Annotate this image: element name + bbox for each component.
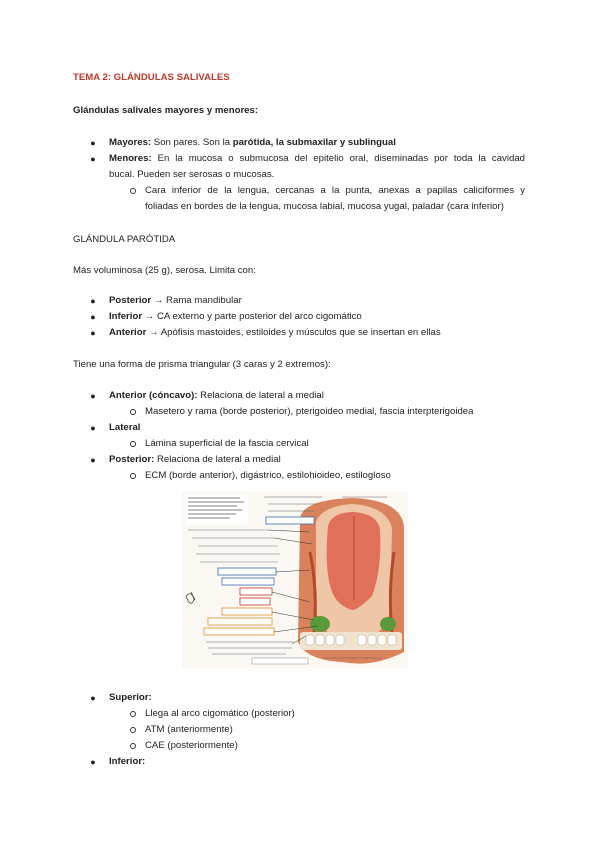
sub-list-item: Masetero y rama (borde posterior), pterigoideo medial, fascia interpterigoidea xyxy=(145,406,474,417)
document-title: TEMA 2: GLÁNDULAS SALIVALES xyxy=(73,72,230,83)
bullet-icon: ● xyxy=(90,312,96,322)
list-item-menores xyxy=(109,153,525,165)
bullet-icon: ● xyxy=(90,138,96,148)
bullet-icon: ● xyxy=(90,423,96,433)
list-item-face-lateral: Lateral xyxy=(109,422,141,433)
list-item-label: Mayores: xyxy=(109,137,152,148)
sub-list-item-line: Cara inferior de la lengua, cercanas a la punta, anexas a papilas caliciformes y xyxy=(145,185,525,196)
list-item-label: Anterior (cóncavo): xyxy=(109,390,198,401)
sub-bullet-icon xyxy=(130,473,136,479)
sub-bullet-icon xyxy=(130,743,136,749)
list-item-mayores xyxy=(109,137,396,149)
list-item-text: Relaciona de lateral a medial xyxy=(154,454,281,465)
list-item-text-continued: bucal. Pueden ser serosas o mucosas. xyxy=(109,169,275,180)
list-item-text: → Apófisis mastoides, estiloides y músculos que se insertan en ellas xyxy=(146,327,441,338)
list-item-face-posterior xyxy=(109,454,281,466)
sub-list-item-line: foliadas en bordes de la lengua, mucosa labial, mucosa yugal, paladar (cara inferior) xyxy=(145,201,504,212)
list-item-text: Son pares. Son la xyxy=(151,137,233,148)
sub-bullet-icon xyxy=(130,711,136,717)
list-item-label: Posterior xyxy=(109,295,152,306)
list-item-text: → CA externo y parte posterior del arco cigomático xyxy=(142,311,362,322)
sub-bullet-icon xyxy=(130,409,136,415)
sub-bullet-icon xyxy=(130,727,136,733)
sub-bullet-icon xyxy=(130,188,136,194)
sub-bullet-icon xyxy=(130,441,136,447)
list-item-limit-posterior xyxy=(109,295,242,307)
list-item-label: Posterior: xyxy=(109,454,155,465)
anatomy-figure xyxy=(182,492,408,668)
section-heading-mayores-menores: Glándulas salivales mayores y menores: xyxy=(73,105,259,116)
list-item-extreme-superior: Superior: xyxy=(109,692,152,703)
list-item-text: Relaciona de lateral a medial xyxy=(197,390,324,401)
list-item-label: Inferior xyxy=(109,311,143,322)
bullet-icon: ● xyxy=(90,154,96,164)
bullet-icon: ● xyxy=(90,391,96,401)
bullet-icon: ● xyxy=(90,757,96,767)
list-item-text: En la mucosa o submucosa del epitelio oral, diseminadas por toda la cavidad xyxy=(151,153,525,164)
bullet-icon: ● xyxy=(90,693,96,703)
sub-list-item: ECM (borde anterior), digástrico, estilohioideo, estilogloso xyxy=(145,470,391,481)
paragraph-parotida-intro: Más voluminosa (25 g), serosa. Limita con: xyxy=(73,265,256,276)
paragraph-prism-shape: Tiene una forma de prisma triangular (3 caras y 2 extremos): xyxy=(73,359,331,370)
list-item-limit-inferior xyxy=(109,311,362,323)
bullet-icon: ● xyxy=(90,296,96,306)
bullet-icon: ● xyxy=(90,455,96,465)
sub-list-item: CAE (posteriormente) xyxy=(145,740,238,751)
list-item-label: Menores: xyxy=(109,153,152,164)
list-item-limit-anterior xyxy=(109,327,441,339)
sub-list-item: ATM (anteriormente) xyxy=(145,724,233,735)
sub-list-item: Lámina superficial de la fascia cervical xyxy=(145,438,309,449)
bullet-icon: ● xyxy=(90,328,96,338)
section-heading-parotida: GLÁNDULA PARÓTIDA xyxy=(73,234,176,245)
list-item-face-anterior xyxy=(109,390,324,402)
list-item-text: → Rama mandibular xyxy=(151,295,242,306)
oral-cavity-illustration xyxy=(182,492,408,668)
list-item-bold-text: parótida, la submaxilar y sublingual xyxy=(232,137,396,148)
list-item-label: Anterior xyxy=(109,327,147,338)
sub-list-item: Llega al arco cigomático (posterior) xyxy=(145,708,295,719)
list-item-extreme-inferior: Inferior: xyxy=(109,756,146,767)
